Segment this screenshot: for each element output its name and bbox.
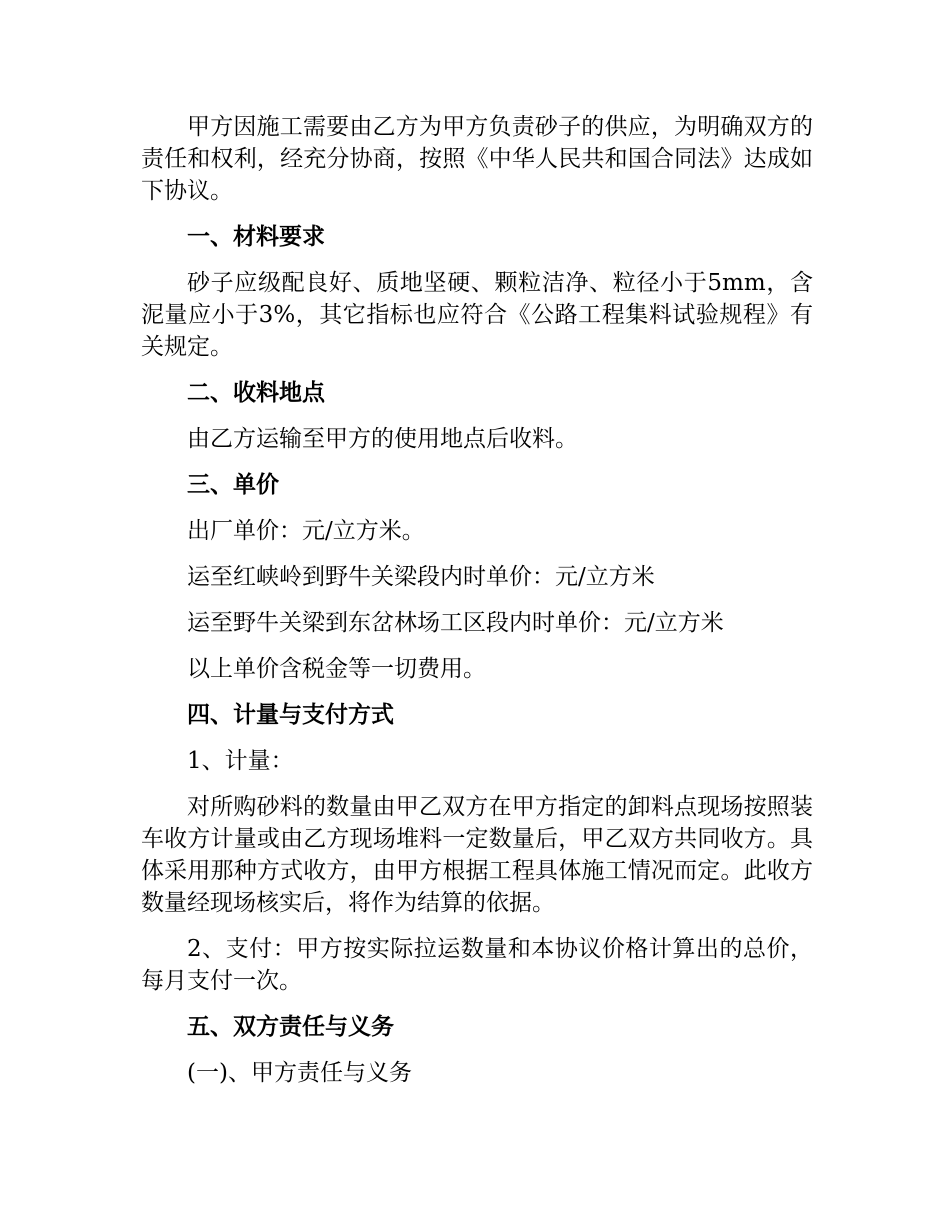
intro-paragraph: 甲方因施工需要由乙方为甲方负责砂子的供应，为明确双方的责任和权利，经充分协商，按照《中华人民共和国合同法》达成如下协议。 — [141, 114, 813, 204]
section-1-heading: 一、材料要求 — [187, 223, 325, 250]
section-4-heading: 四、计量与支付方式 — [187, 701, 394, 728]
section-1-paragraph: 砂子应级配良好、质地坚硬、颗粒洁净、粒径小于5mm，含泥量应小于3%，其它指标也应符合《公路工程集料试验规程》有关规定。 — [141, 270, 813, 360]
section-5-subheading-1: (一)、甲方责任与义务 — [187, 1060, 412, 1086]
section-4-paragraph-2: 2、支付：甲方按实际拉运数量和本协议价格计算出的总价，每月支付一次。 — [141, 936, 813, 994]
section-2-heading: 二、收料地点 — [187, 379, 325, 406]
section-3-paragraph-1: 出厂单价：元/立方米。 — [187, 518, 425, 544]
section-3-paragraph-2: 运至红峡岭到野牛关梁段内时单价：元/立方米 — [187, 564, 655, 590]
section-3-paragraph-4: 以上单价含税金等一切费用。 — [187, 656, 486, 682]
section-3-heading: 三、单价 — [187, 471, 279, 498]
section-3-paragraph-3: 运至野牛关梁到东岔林场工区段内时单价：元/立方米 — [187, 610, 724, 636]
section-4-paragraph-1: 对所购砂料的数量由甲乙双方在甲方指定的卸料点现场按照装车收方计量或由乙方现场堆料一定数量后，甲乙双方共同收方。具体采用那种方式收方，由甲方根据工程具体施工情况而定。此收方数量经现场核实后，将作为结算的依据。 — [141, 794, 813, 916]
document-body — [141, 111, 813, 1103]
section-5-heading: 五、双方责任与义务 — [187, 1013, 394, 1040]
section-4-subheading-1: 1、计量： — [187, 748, 294, 774]
section-2-paragraph: 由乙方运输至甲方的使用地点后收料。 — [187, 426, 578, 452]
